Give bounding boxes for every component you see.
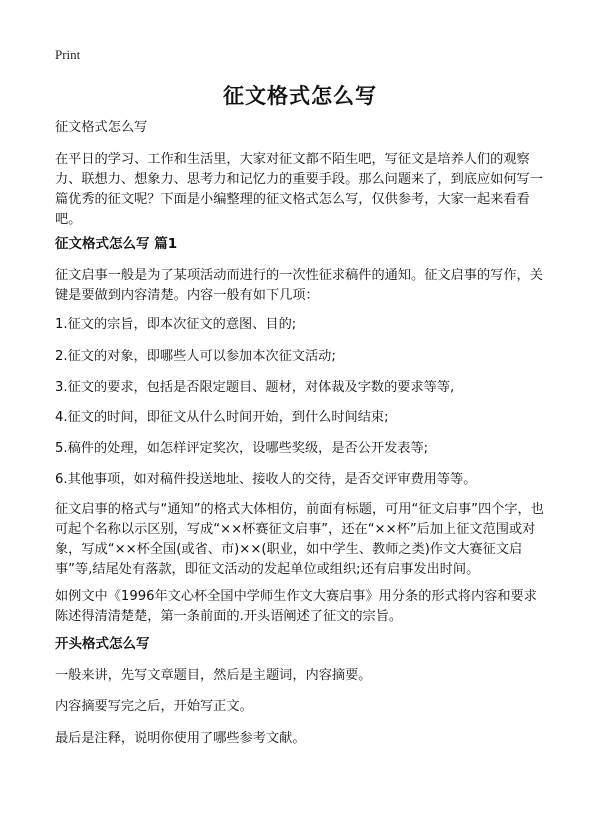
example-paragraph: 如例文中《1996年文心杯全国中学师生作文大赛启事》用分条的形式将内容和要求陈述得清清楚楚，第一条前面的.开头语阐述了征文的宗旨。 xyxy=(55,589,537,624)
section2-paragraph-1: 一般来讲，先写文章题目，然后是主题词，内容摘要。 xyxy=(55,668,372,683)
section2-paragraph-2: 内容摘要写完之后，开始写正文。 xyxy=(55,699,253,714)
list-item-2: 2.征文的对象，即哪些人可以参加本次征文活动; xyxy=(55,349,336,364)
print-link[interactable]: Print xyxy=(55,47,81,62)
document-subtitle: 征文格式怎么写 xyxy=(55,120,148,135)
list-item-4: 4.征文的时间，即征文从什么时间开始，到什么时间结束; xyxy=(55,410,389,425)
section2-paragraph-3: 最后是注释，说明你使用了哪些参考文献。 xyxy=(55,731,306,746)
section1-lead-paragraph: 征文启事一般是为了某项活动而进行的一次性征求稿件的通知。征文启事的写作，关键是要做到内容清楚。内容一般有如下几项： xyxy=(55,268,543,303)
section1-heading: 征文格式怎么写 篇1 xyxy=(55,236,178,252)
intro-paragraph: 在平日的学习、工作和生活里，大家对征文都不陌生吧，写征文是培养人们的观察力、联想力、想象力、思考力和记忆力的重要手段。那么问题来了，到底应如何写一篇优秀的征文呢？下面是小编整理的征文格式怎么写，仅供参考，大家一起来看看吧。 xyxy=(55,152,543,227)
list-item-1: 1.征文的宗旨，即本次征文的意图、目的; xyxy=(55,317,297,332)
list-item-3: 3.征文的要求，包括是否限定题目、题材，对体裁及字数的要求等等, xyxy=(55,380,455,395)
list-item-5: 5.稿件的处理，如怎样评定奖次，设哪些奖级，是否公开发表等; xyxy=(55,441,429,456)
format-paragraph: 征文启事的格式与“通知”的格式大体相仿，前面有标题，可用“征文启事”四个字，也可起个名称以示区别，写成“××杯赛征文启事”，还在“××杯”后加上征文范围或对象，写成“××杯全国(或省、市)××(职业，如中学生、教师之类)作文大赛征文启事”等,结尾处有落款，即征文活动的发起单位或组织;还有启事发出时间。 xyxy=(55,502,544,577)
section2-heading: 开头格式怎么写 xyxy=(55,636,150,652)
list-item-6: 6.其他事项，如对稿件投送地址、接收人的交待，是否交评审费用等等。 xyxy=(55,472,477,487)
page-title: 征文格式怎么写 xyxy=(223,84,377,108)
